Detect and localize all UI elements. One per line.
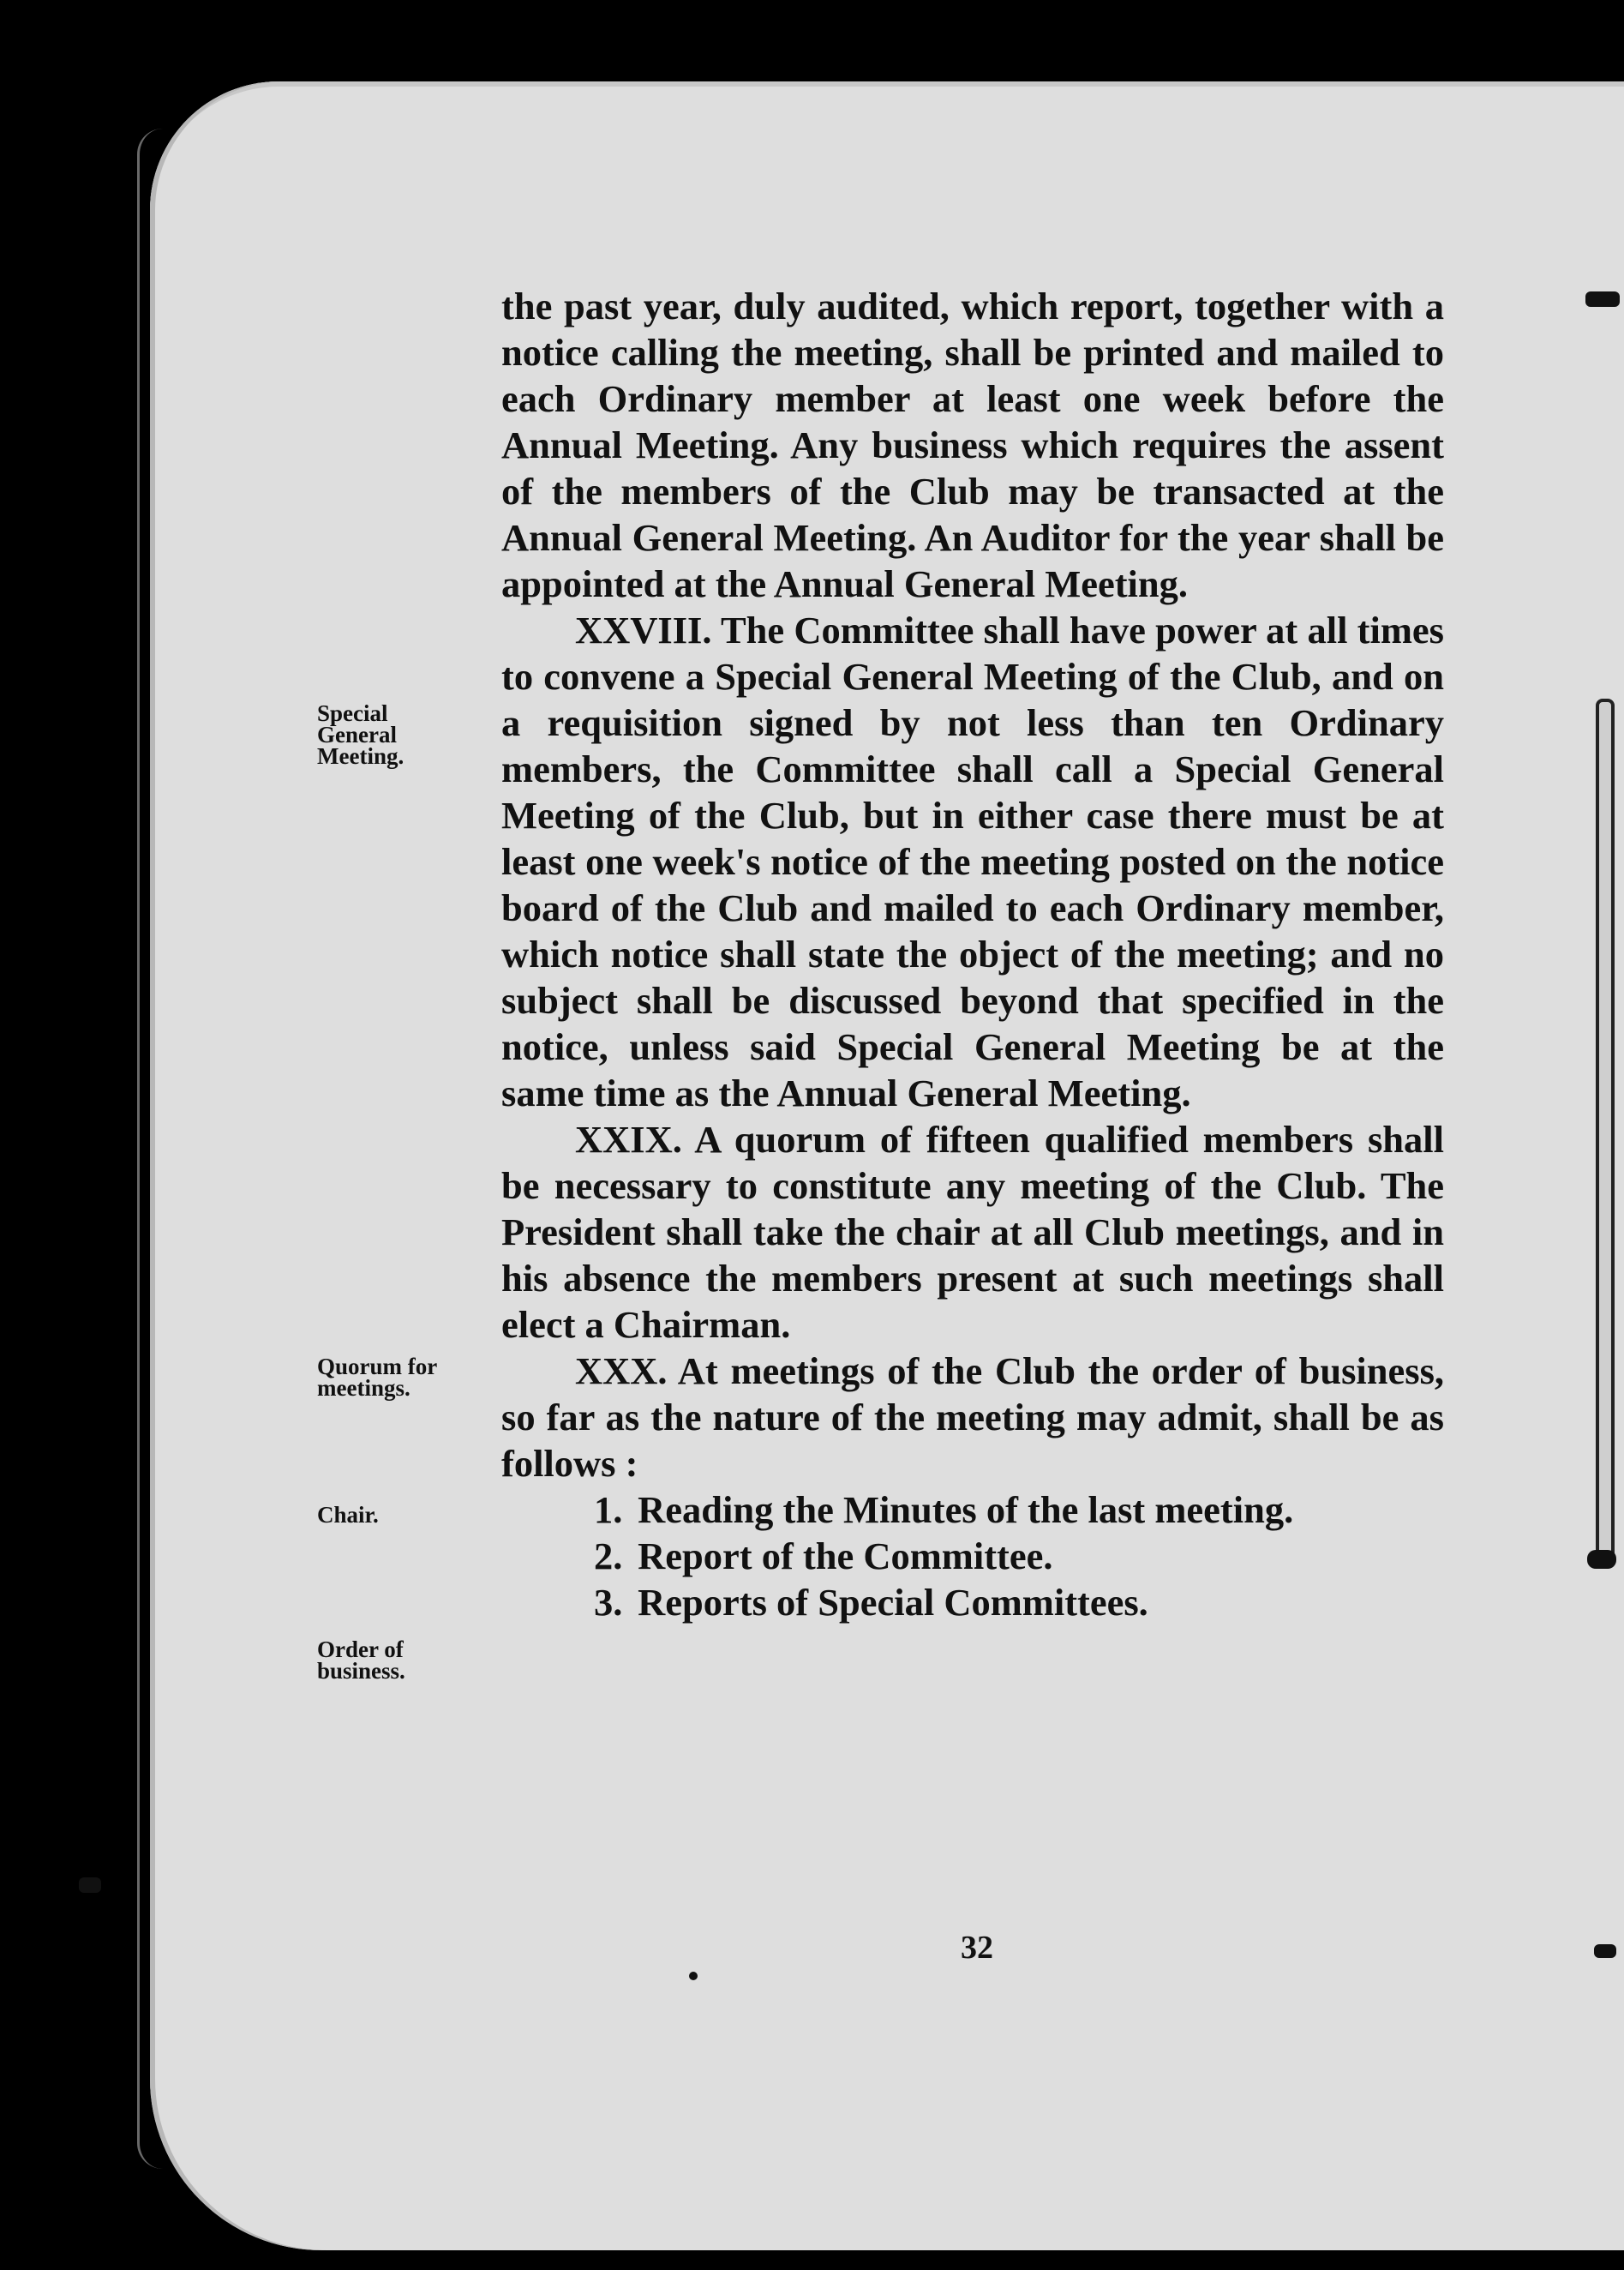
marginal-note-order-of-business: [317, 1636, 405, 1684]
edge-mark: [1585, 291, 1620, 307]
edge-mark: [79, 1877, 101, 1893]
section-numeral: XXIX.: [575, 1118, 682, 1161]
marginal-note-quorum: [317, 1356, 437, 1399]
section-numeral: XXVIII.: [575, 609, 712, 652]
list-item-text: Report of the Committee.: [638, 1534, 1053, 1577]
marginal-note-chair: [317, 1504, 379, 1526]
list-item-number: 2.: [594, 1534, 623, 1577]
order-of-business-list: [501, 1486, 1444, 1625]
list-item-number: 1.: [594, 1488, 623, 1531]
marginal-note-line: meetings.: [317, 1375, 410, 1401]
body-text: [501, 283, 1444, 1625]
marginal-note-line: business.: [317, 1658, 405, 1684]
marginal-note-line: Chair.: [317, 1502, 379, 1528]
marginal-note-line: Meeting.: [317, 743, 405, 769]
list-item-number: 3.: [594, 1581, 623, 1624]
opening-paragraph: the past year, duly audited, which report, together with a notice calling the meeting, shall be printed and mailed to each Ordinary member at least one week before the Annual Meeting. Any business which requires the assent of the members of the Club may be transacted at the Annual General Meeting. An Auditor for the year shall be appointed at the Annual General Meeting.: [501, 285, 1444, 605]
page-number: 32: [961, 1930, 993, 1966]
section-text: At meetings of the Club the order of business, so far as the nature of the meeting may admit, shall be as follows :: [501, 1349, 1445, 1485]
section-text: A quorum of fifteen qualified members shall be necessary to constitute any meeting of the Club. The President shall take the chair at all Club meetings, and in his absence the members present at such meetings shall elect a Chairman.: [501, 1118, 1444, 1346]
section-xxx: [501, 1348, 1444, 1486]
section-xxviii: [501, 607, 1444, 1116]
marginal-note-line: Quorum for: [317, 1354, 438, 1379]
list-item: [501, 1486, 1444, 1533]
list-item: [501, 1579, 1444, 1625]
section-numeral: XXX.: [575, 1349, 668, 1392]
marginal-note-special-general-meeting: [317, 700, 405, 769]
list-item-text: Reports of Special Committees.: [638, 1581, 1148, 1624]
list-item: [501, 1533, 1444, 1579]
book-clasp-knob: [1587, 1550, 1616, 1569]
speck: [689, 1972, 698, 1980]
marginal-note-line: Order of: [317, 1636, 404, 1662]
section-xxix: [501, 1116, 1444, 1348]
marginal-note-line: Special: [317, 700, 388, 726]
edge-mark: [1594, 1944, 1616, 1958]
list-item-text: Reading the Minutes of the last meeting.: [638, 1488, 1294, 1531]
section-text: The Committee shall have power at all times to convene a Special General Meeting of the Club, and on a requisition signed by not less than ten Ordinary members, the Committee shall call a Special General Meeting of the Club, but in either case there must be at least one week's notice of the meeting posted on the notice board of the Club and mailed to each Ordinary member, which notice shall state the object of the meeting; and no subject shall be discussed beyond that specified in the notice, unless said Special General Meeting be at the same time as the Annual General Meeting.: [501, 609, 1445, 1114]
book-clasp: [1596, 699, 1615, 1563]
marginal-note-line: General: [317, 722, 397, 748]
